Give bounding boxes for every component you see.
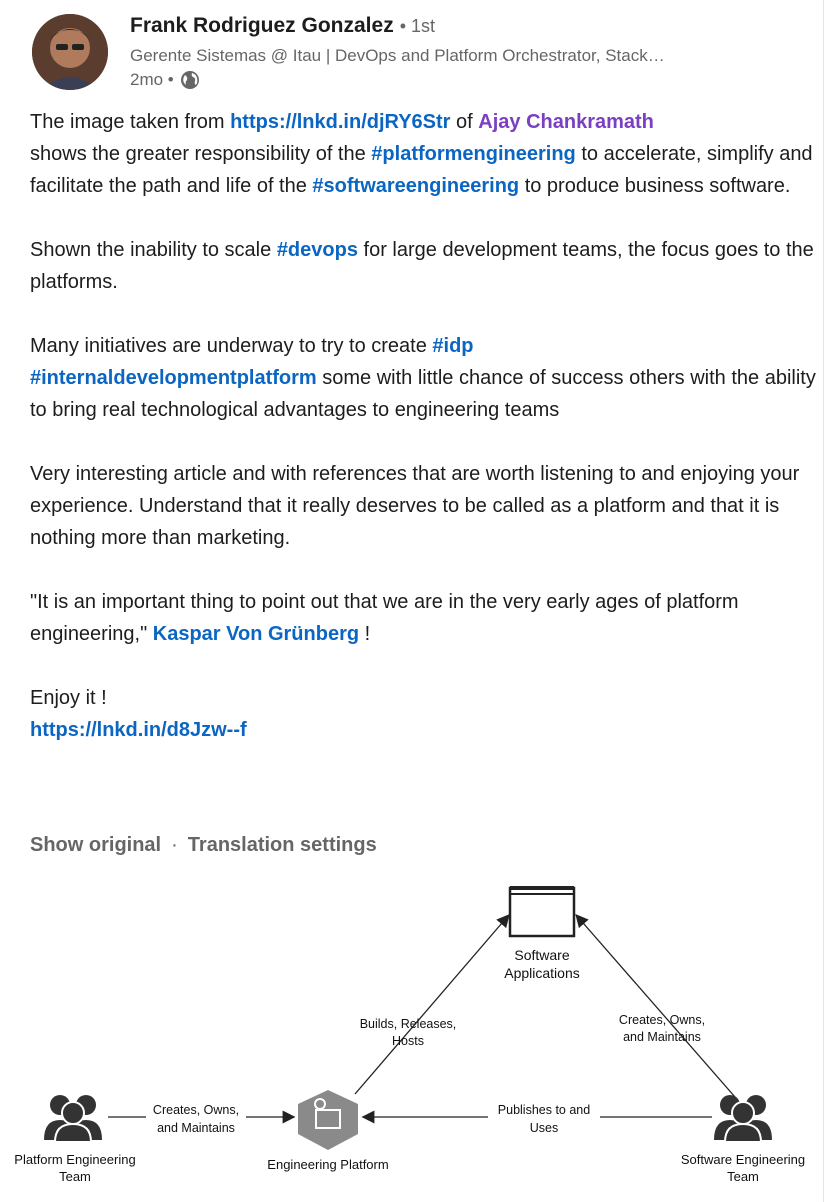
post-paragraph <box>30 234 820 298</box>
author-block <box>130 14 435 38</box>
text: to accelerate, simplify and facilitate the path and life of the <box>30 143 813 197</box>
text: to produce business software. <box>519 175 791 197</box>
hashtag-internaldevelopmentplatform[interactable]: #internaldevelopmentplatform <box>30 367 317 389</box>
mention-kaspar[interactable]: Kaspar Von Grünberg <box>152 623 360 645</box>
platform-engineering-team-label: Platform Engineering <box>14 1152 136 1167</box>
platform-engineering-team-label: Team <box>59 1169 91 1184</box>
creates-owns-label: Creates, Owns, <box>618 1013 706 1027</box>
hashtag-softwareengineering[interactable]: #softwareengineering <box>312 175 520 197</box>
globe-icon <box>180 70 200 90</box>
text: of <box>450 111 479 133</box>
post-link[interactable]: https://lnkd.in/d8Jzw--f <box>30 719 247 741</box>
author-headline: Gerente Sistemas @ Itau | DevOps and Platform Orchestrator, Stack… <box>130 46 665 65</box>
text: some with little chance of success others with the ability to bring real technological advantages to engineering teams <box>30 367 816 421</box>
connection-degree: • 1st <box>399 16 436 36</box>
post-paragraph <box>30 682 820 746</box>
software-applications-label: Software <box>514 947 570 963</box>
author-name[interactable]: Frank Rodriguez Gonzalez <box>130 14 394 37</box>
post-paragraph <box>30 586 820 650</box>
builds-label: Hosts <box>392 1034 424 1048</box>
avatar[interactable] <box>32 14 108 90</box>
card-border <box>823 0 824 1202</box>
hashtag-idp[interactable]: #idp <box>432 335 474 357</box>
publishes-label: Publishes to and <box>497 1103 591 1117</box>
text: Enjoy it ! <box>30 687 107 709</box>
text: ! <box>359 623 371 645</box>
engineering-platform-icon <box>298 1090 358 1150</box>
software-engineering-team-label: Team <box>727 1169 759 1184</box>
mention-ajay[interactable]: Ajay Chankramath <box>478 111 654 133</box>
text: "It is an important thing to point out that we are in the very early ages of platform engineering," <box>30 591 739 645</box>
show-original-button[interactable]: Show original <box>30 834 162 856</box>
software-engineering-team-label: Software Engineering <box>680 1152 806 1167</box>
engineering-platform-label: Engineering Platform <box>267 1157 389 1172</box>
separator: · <box>171 834 178 856</box>
post-time: 2mo • <box>130 70 174 89</box>
post-link[interactable]: https://lnkd.in/djRY6Str <box>230 111 451 133</box>
creates-owns-label: Creates, Owns, <box>152 1103 240 1117</box>
team-icon <box>44 1095 102 1142</box>
text: Many initiatives are underway to try to create <box>30 335 433 357</box>
text: The image taken from <box>30 111 231 133</box>
post-paragraph <box>30 330 820 426</box>
software-applications-label: Applications <box>504 965 580 981</box>
post-meta <box>130 70 200 90</box>
post-image-diagram[interactable] <box>0 872 820 1202</box>
hashtag-platformengineering[interactable]: #platformengineering <box>371 143 576 165</box>
post-paragraph <box>30 106 820 202</box>
builds-label: Builds, Releases, <box>359 1017 457 1031</box>
translation-settings-button[interactable]: Translation settings <box>187 834 377 856</box>
translation-controls <box>30 834 377 857</box>
text: shows the greater responsibility of the <box>30 143 372 165</box>
text: for large development teams, the focus goes to the platforms. <box>30 239 814 293</box>
post-body <box>30 106 820 746</box>
creates-owns-label: and Maintains <box>157 1121 235 1135</box>
creates-owns-label: and Maintains <box>623 1030 701 1044</box>
team-icon <box>714 1095 772 1142</box>
hashtag-devops[interactable]: #devops <box>276 239 358 261</box>
post-paragraph: Very interesting article and with references that are worth listening to and enjoying your experience. Understand that it really deserves to be called as a platform and that it is nothing more than marketing. <box>30 463 800 549</box>
window-icon <box>510 886 574 936</box>
publishes-label: Uses <box>529 1121 559 1135</box>
text: Shown the inability to scale <box>30 239 277 261</box>
